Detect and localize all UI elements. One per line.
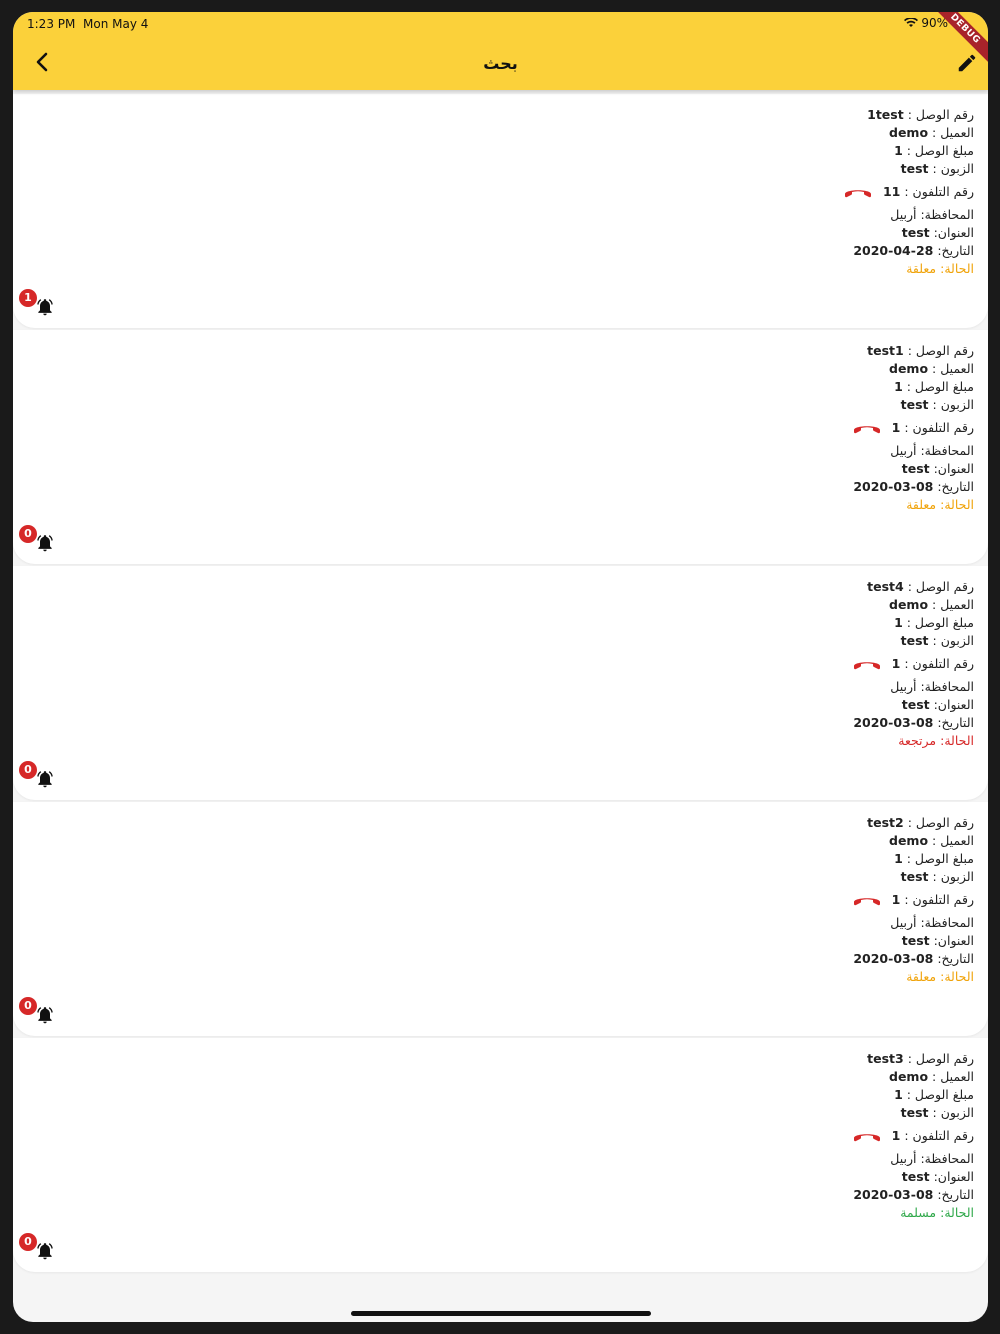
customer-row (852, 868, 974, 886)
client-label: العميل : (932, 833, 974, 848)
receipt-number-row (852, 342, 974, 360)
bell-icon[interactable] (35, 1005, 55, 1025)
province-row (852, 442, 974, 460)
notification-area (19, 761, 59, 791)
receipt-number-row (852, 814, 974, 832)
date-label: التاريخ: (937, 1187, 974, 1202)
status-row (852, 1204, 974, 1222)
address-label: العنوان: (933, 933, 974, 948)
status-value: معلقة (906, 969, 937, 984)
date-row (852, 950, 974, 968)
receipt-number-label: رقم الوصل : (907, 343, 974, 358)
phone-label: رقم التلفون : (904, 184, 974, 199)
bell-icon[interactable] (35, 769, 55, 789)
phone-text (892, 655, 974, 673)
client-value: demo (889, 833, 929, 848)
amount-label: مبلغ الوصل : (906, 379, 974, 394)
phone-label: رقم التلفون : (904, 656, 974, 671)
receipt-number-label: رقم الوصل : (907, 1051, 974, 1066)
phone-row (843, 183, 974, 201)
bell-icon[interactable] (35, 297, 55, 317)
bell-icon[interactable] (35, 1241, 55, 1261)
receipt-number-value: test4 (867, 579, 904, 594)
shipment-details (852, 1050, 974, 1222)
amount-value: 1 (894, 1087, 903, 1102)
receipt-number-label: رقم الوصل : (907, 107, 974, 122)
bell-icon[interactable] (35, 533, 55, 553)
shipment-details (843, 106, 974, 278)
shipment-details (852, 342, 974, 514)
notification-count-badge: 0 (19, 525, 37, 543)
client-value: demo (889, 361, 929, 376)
notification-area (19, 997, 59, 1027)
date-row (852, 714, 974, 732)
client-row (852, 596, 974, 614)
date-label: التاريخ: (937, 951, 974, 966)
amount-row (852, 850, 974, 868)
status-label: الحالة: (940, 969, 974, 984)
call-phone-icon[interactable] (852, 657, 882, 671)
province-label: المحافظة: (920, 679, 974, 694)
phone-text (892, 419, 974, 437)
client-row (852, 832, 974, 850)
customer-value: test (900, 869, 929, 884)
client-label: العميل : (932, 597, 974, 612)
province-row (852, 914, 974, 932)
phone-row (852, 1127, 974, 1145)
customer-label: الزبون : (932, 1105, 974, 1120)
amount-label: مبلغ الوصل : (906, 143, 974, 158)
app-screen (13, 12, 988, 1322)
phone-label: رقم التلفون : (904, 420, 974, 435)
notification-area (19, 1233, 59, 1263)
phone-value: 1 (891, 892, 901, 907)
province-row (852, 678, 974, 696)
address-row (852, 460, 974, 478)
province-value: أربيل (890, 915, 917, 930)
province-value: أربيل (890, 207, 917, 222)
receipt-number-value: 1test (867, 107, 904, 122)
customer-value: test (900, 161, 929, 176)
notification-count-badge: 0 (19, 1233, 37, 1251)
amount-row (852, 378, 974, 396)
amount-label: مبلغ الوصل : (906, 1087, 974, 1102)
phone-value: 1 (891, 656, 901, 671)
client-label: العميل : (932, 125, 974, 140)
customer-value: test (900, 1105, 929, 1120)
amount-value: 1 (894, 143, 903, 158)
status-row (843, 260, 974, 278)
client-row (852, 360, 974, 378)
status-value: مسلمة (900, 1205, 937, 1220)
address-label: العنوان: (933, 1169, 974, 1184)
client-value: demo (889, 1069, 929, 1084)
debug-banner: DEBUG (928, 12, 988, 66)
customer-label: الزبون : (932, 633, 974, 648)
home-indicator[interactable] (351, 1311, 651, 1316)
notification-count-badge: 0 (19, 761, 37, 779)
address-value: test (901, 933, 930, 948)
phone-text (892, 891, 974, 909)
receipt-number-row (843, 106, 974, 124)
status-value: مرتجعة (898, 733, 937, 748)
date-value: 08-03-2020 (853, 951, 934, 966)
receipt-number-value: test1 (867, 343, 904, 358)
shipment-card[interactable] (13, 802, 988, 1036)
date-label: التاريخ: (937, 479, 974, 494)
date-value: 08-03-2020 (853, 479, 934, 494)
address-label: العنوان: (933, 225, 974, 240)
address-row (852, 696, 974, 714)
client-value: demo (889, 597, 929, 612)
customer-value: test (900, 397, 929, 412)
call-phone-icon[interactable] (852, 421, 882, 435)
phone-value: 1 (891, 1128, 901, 1143)
shipment-details (852, 578, 974, 750)
notification-count-badge: 1 (19, 289, 37, 307)
date-label: التاريخ: (937, 715, 974, 730)
phone-text (883, 183, 974, 201)
amount-row (852, 1086, 974, 1104)
status-bar-right (904, 16, 948, 30)
phone-row (852, 891, 974, 909)
address-row (843, 224, 974, 242)
phone-value: 1 (891, 420, 901, 435)
status-time-text: 1:23 PM (27, 17, 76, 31)
amount-value: 1 (894, 379, 903, 394)
client-row (843, 124, 974, 142)
status-label: الحالة: (940, 261, 974, 276)
receipt-number-label: رقم الوصل : (907, 579, 974, 594)
edit-button[interactable] (956, 52, 978, 74)
call-phone-icon[interactable] (852, 1129, 882, 1143)
date-row (852, 478, 974, 496)
customer-row (843, 160, 974, 178)
phone-row (852, 655, 974, 673)
province-value: أربيل (890, 1151, 917, 1166)
phone-label: رقم التلفون : (904, 1128, 974, 1143)
date-value: 08-03-2020 (853, 1187, 934, 1202)
client-label: العميل : (932, 361, 974, 376)
notification-count-badge: 0 (19, 997, 37, 1015)
province-label: المحافظة: (920, 915, 974, 930)
status-value: معلقة (906, 261, 937, 276)
address-value: test (901, 1169, 930, 1184)
notification-area (19, 525, 59, 555)
shipment-details (852, 814, 974, 986)
phone-label: رقم التلفون : (904, 892, 974, 907)
address-value: test (901, 225, 930, 240)
customer-row (852, 396, 974, 414)
status-date-text: Mon May 4 (83, 17, 149, 31)
province-row (843, 206, 974, 224)
amount-value: 1 (894, 615, 903, 630)
amount-label: مبلغ الوصل : (906, 851, 974, 866)
province-label: المحافظة: (920, 207, 974, 222)
call-phone-icon[interactable] (852, 893, 882, 907)
province-value: أربيل (890, 443, 917, 458)
province-row (852, 1150, 974, 1168)
customer-label: الزبون : (932, 869, 974, 884)
notification-area (19, 289, 59, 319)
shipment-card[interactable] (13, 566, 988, 800)
date-row (843, 242, 974, 260)
status-row (852, 732, 974, 750)
status-bar-time (27, 17, 148, 31)
phone-value: 11 (882, 184, 901, 199)
receipt-number-label: رقم الوصل : (907, 815, 974, 830)
date-row (852, 1186, 974, 1204)
amount-value: 1 (894, 851, 903, 866)
status-row (852, 968, 974, 986)
client-label: العميل : (932, 1069, 974, 1084)
shipment-list (13, 94, 988, 1274)
province-label: المحافظة: (920, 1151, 974, 1166)
address-label: العنوان: (933, 697, 974, 712)
receipt-number-value: test2 (867, 815, 904, 830)
status-label: الحالة: (940, 1205, 974, 1220)
app-bar (13, 12, 988, 90)
date-label: التاريخ: (937, 243, 974, 258)
shipment-card[interactable] (13, 1038, 988, 1272)
status-label: الحالة: (940, 497, 974, 512)
wifi-icon (904, 18, 918, 28)
client-row (852, 1068, 974, 1086)
shipment-card[interactable] (13, 94, 988, 328)
customer-value: test (900, 633, 929, 648)
address-row (852, 1168, 974, 1186)
customer-row (852, 632, 974, 650)
receipt-number-value: test3 (867, 1051, 904, 1066)
customer-row (852, 1104, 974, 1122)
province-label: المحافظة: (920, 443, 974, 458)
address-row (852, 932, 974, 950)
call-phone-icon[interactable] (843, 185, 873, 199)
customer-label: الزبون : (932, 397, 974, 412)
receipt-number-row (852, 1050, 974, 1068)
client-value: demo (889, 125, 929, 140)
amount-row (852, 614, 974, 632)
phone-row (852, 419, 974, 437)
amount-row (843, 142, 974, 160)
receipt-number-row (852, 578, 974, 596)
date-value: 28-04-2020 (853, 243, 934, 258)
amount-label: مبلغ الوصل : (906, 615, 974, 630)
status-label: الحالة: (940, 733, 974, 748)
date-value: 08-03-2020 (853, 715, 934, 730)
shipment-card[interactable] (13, 330, 988, 564)
address-value: test (901, 461, 930, 476)
phone-text (892, 1127, 974, 1145)
address-value: test (901, 697, 930, 712)
status-value: معلقة (906, 497, 937, 512)
status-row (852, 496, 974, 514)
page-title: بحث (483, 54, 518, 73)
address-label: العنوان: (933, 461, 974, 476)
province-value: أربيل (890, 679, 917, 694)
battery-percent: 90% (921, 16, 948, 30)
customer-label: الزبون : (932, 161, 974, 176)
